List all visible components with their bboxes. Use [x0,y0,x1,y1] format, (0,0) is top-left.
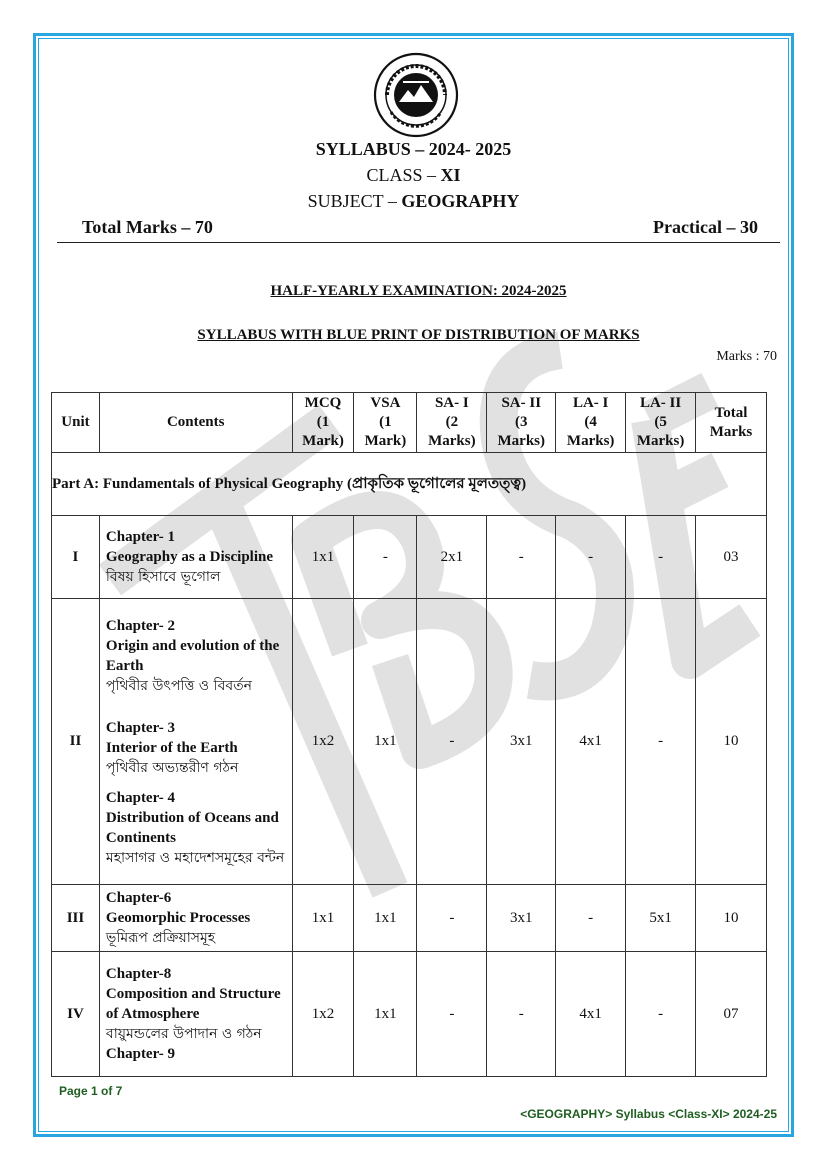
header-la1: LA- I (4 Marks) [556,393,626,453]
vsa-cell: 1x1 [354,885,417,952]
mcq-cell: 1x1 [292,885,354,952]
la2-cell: - [626,599,696,885]
chapter-title-english: Composition and Structure of Atmosphere [105,986,281,1022]
table-row [52,516,767,599]
chapter-title-english: Distribution of Oceans and Continents [105,809,279,846]
chapter-label: Chapter- 3 [105,719,175,736]
mcq-cell: 1x1 [292,516,354,599]
chapter-title-bengali: ভূমিরূপ প্রক্রিয়াসমূহ [105,930,216,946]
contents-cell [99,885,292,952]
sa1-cell: - [417,885,487,952]
mcq-cell: 1x2 [292,952,354,1077]
table-row [52,885,767,952]
page-number: Page 1 of 7 [59,1084,123,1098]
practical-marks: Practical – 30 [653,217,758,237]
part-a-title: Part A: Fundamentals of Physical Geography (প্রাকৃতিক ভূগোলের মূলতত্ত্ব) [52,453,767,516]
table-row [52,599,767,885]
header-total: Total Marks [696,393,767,453]
chapter-title-english: Geomorphic Processes [105,910,251,926]
exam-heading: HALF-YEARLY EXAMINATION: 2024-2025 [270,283,567,299]
la1-cell: 4x1 [556,952,626,1077]
unit-cell: III [52,885,100,952]
chapter-label: Chapter- 1 [105,529,175,545]
contents-cell [99,952,292,1077]
class-value: XI [440,165,461,185]
chapter-title-english: Interior of the Earth [105,739,238,756]
sa2-cell: - [487,516,556,599]
total-marks: Total Marks – 70 [82,217,213,237]
table-row [52,952,767,1077]
la2-cell: - [626,952,696,1077]
chapter-label: Chapter- 9 [105,1046,175,1062]
contents-cell [99,516,292,599]
total-cell: 03 [696,516,767,599]
la2-cell: 5x1 [626,885,696,952]
class-prefix: CLASS – [366,165,441,185]
chapter-title-bengali: পৃথিবীর উৎপত্তি ও বিবর্তন [105,677,253,694]
la2-cell: - [626,516,696,599]
unit-cell: I [52,516,100,599]
contents-cell [99,599,292,885]
header-vsa: VSA (1 Mark) [354,393,417,453]
vsa-cell: 1x1 [354,952,417,1077]
blueprint-table [51,392,767,1077]
unit-cell: II [52,599,100,885]
sa1-cell: - [417,599,487,885]
sa2-cell: 3x1 [487,885,556,952]
chapter-title-bengali: বিষয় হিসাবে ভূগোল [105,569,221,585]
board-seal-icon [373,52,459,138]
subject-value: GEOGRAPHY [401,191,520,211]
chapter-label: Chapter-6 [105,890,172,906]
chapter-title-english: Geography as a Discipline [105,549,274,565]
header-la2: LA- II (5 Marks) [626,393,696,453]
la1-cell: - [556,516,626,599]
subject-line [0,191,827,212]
vsa-cell: - [354,516,417,599]
chapter-title-bengali: মহাসাগর ও মহাদেশসমূহের বন্টন [105,849,285,866]
header-sa2: SA- II (3 Marks) [487,393,556,453]
header-contents: Contents [99,393,292,453]
footer-text: <GEOGRAPHY> Syllabus <Class-XI> 2024-25 [520,1107,777,1121]
total-cell: 07 [696,952,767,1077]
syllabus-title: SYLLABUS – 2024- 2025 [315,139,512,159]
la1-cell: 4x1 [556,599,626,885]
header-sa1: SA- I (2 Marks) [417,393,487,453]
class-line [0,165,827,186]
chapter-label: Chapter- 4 [105,789,175,806]
vsa-cell: 1x1 [354,599,417,885]
subject-prefix: SUBJECT – [307,191,402,211]
total-cell: 10 [696,885,767,952]
chapter-label: Chapter- 2 [105,617,175,634]
unit-cell: IV [52,952,100,1077]
table-header-row [52,393,767,453]
sa2-cell: - [487,952,556,1077]
header-divider [57,242,780,243]
sa2-cell: 3x1 [487,599,556,885]
blueprint-heading: SYLLABUS WITH BLUE PRINT OF DISTRIBUTION OF MARKS [197,327,640,343]
chapter-title-english: Origin and evolution of the Earth [105,637,280,674]
marks-label: Marks : 70 [716,349,777,364]
mcq-cell: 1x2 [292,599,354,885]
chapter-title-bengali: পৃথিবীর অভ্যন্তরীণ গঠন [105,759,239,776]
chapter-title-bengali: বায়ুমন্ডলের উপাদান ও গঠন [105,1026,262,1042]
sa1-cell: - [417,952,487,1077]
part-a-row [52,453,767,516]
chapter-label: Chapter-8 [105,966,172,982]
header-mcq: MCQ (1 Mark) [292,393,354,453]
la1-cell: - [556,885,626,952]
total-cell: 10 [696,599,767,885]
header-unit: Unit [52,393,100,453]
sa1-cell: 2x1 [417,516,487,599]
